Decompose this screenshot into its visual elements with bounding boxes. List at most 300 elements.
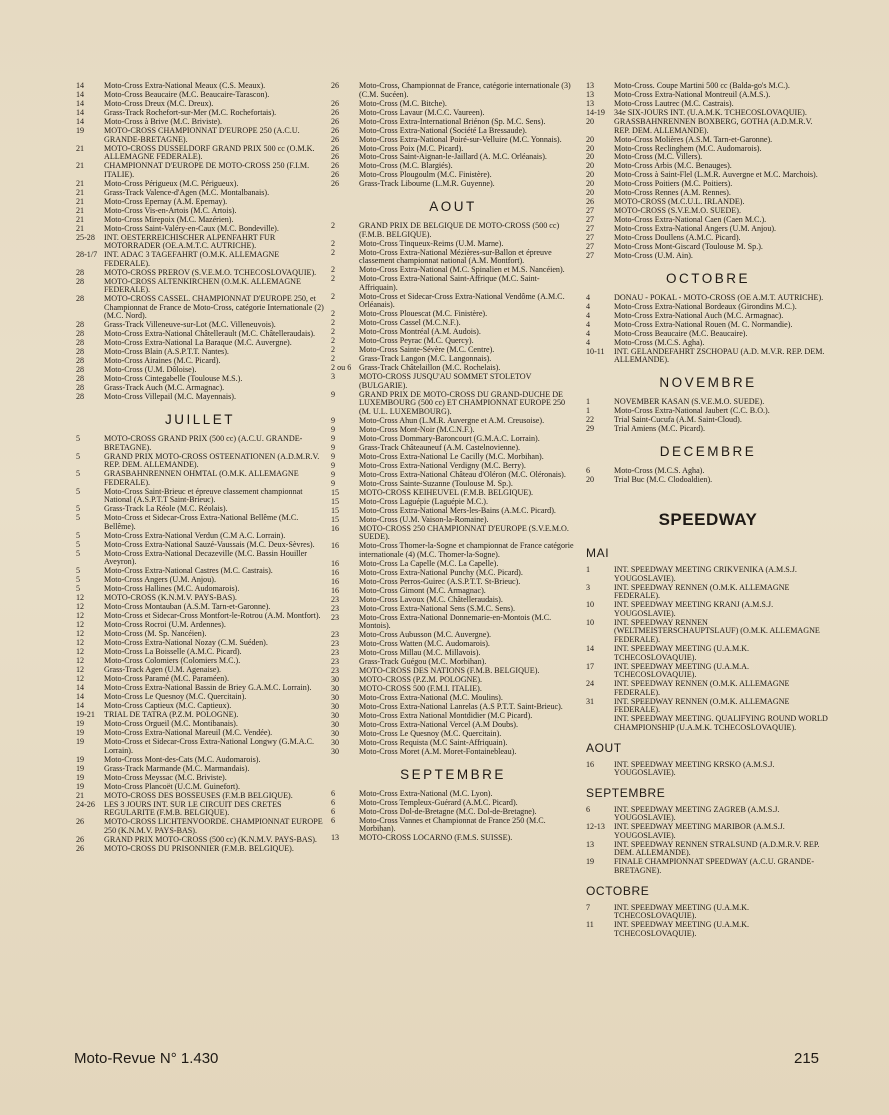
entry-date: 14 (76, 692, 85, 702)
entry-date: 5 (76, 584, 81, 594)
entry-date: 26 (331, 81, 340, 90)
entry-event: Moto-Cross Saint-Brieuc et épreuve classement championnat National (A.S.P.T.T Saint-Brieuc). (104, 486, 303, 505)
section-heading-octobre: OCTOBRE (665, 270, 750, 286)
entry-event: Moto-Cross, Championnat de France, catégorie internationale (3) (C.M. Sucéen). (359, 81, 571, 99)
entry-date: 26 (76, 817, 85, 827)
entry-date: 19 (76, 763, 85, 773)
entry-event: GRASBAHNRENNEN OHMTAL (O.M.K. ALLEMAGNE FEDERALE). (104, 469, 299, 487)
speedway-octobre-list (586, 904, 830, 939)
entry-date: 4 (586, 310, 591, 320)
entry-event: Moto-Cross Tinqueux-Reims (U.M. Marne). (359, 238, 504, 248)
calendar-entry (586, 761, 830, 778)
entry-date: 28 (76, 276, 85, 286)
entry-event: Moto-Cross Mont-Noir (M.C.N.F.). (359, 424, 475, 434)
entry-date: 9 (331, 442, 336, 452)
entry-event: Moto-Cross Cassel (M.C.N.F.). (359, 318, 461, 328)
entry-date: 23 (331, 657, 340, 667)
entry-date: 14 (76, 107, 85, 117)
calendar-entry (586, 584, 830, 601)
entry-date: 11 (586, 920, 594, 930)
calendar-entry (76, 774, 324, 783)
entry-event: Moto-Cross Extra-National Poiré-sur-Velluire (M.C. Yonnais). (359, 134, 562, 144)
entry-date: 28 (76, 267, 85, 277)
entry-event: Moto-Cross Extra-National Montreuil (A.M.S.). (614, 89, 771, 99)
calendar-entry (586, 425, 830, 434)
entry-date: 26 (76, 843, 85, 853)
entry-event: GRAND PRIX DE MOTO-CROSS DU GRAND-DUCHE DE LUXEMBOURG (500 cc) ET CHAMPIONNAT EUROPE 250 (M. U.L. LUXEMBOURG). (359, 389, 566, 416)
column-3 (586, 82, 830, 939)
entry-event: Moto-Cross Extra-National Le Cacilly (M.C. Morbihan). (359, 451, 544, 461)
entry-date: 26 (331, 125, 340, 135)
entry-date: 2 (331, 318, 336, 328)
speedway-subheading-octobre: OCTOBRE (586, 883, 650, 898)
entry-event: Moto-Cross Paramé (M.C. Paraméen). (104, 674, 229, 684)
calendar-entry (76, 295, 324, 321)
entry-date: 30 (331, 693, 340, 703)
entry-event: INT. SPEEDWAY MEETING MARIBOR (A.M.S.J. YOUGOSLAVIE). (614, 822, 785, 840)
entry-date: 2 (331, 238, 336, 248)
entry-date: 19 (76, 728, 85, 738)
calendar-entry (331, 82, 575, 99)
entry-event: Moto-Cross Dol-de-Bretagne (M.C. Dol-de-Bretagne). (359, 806, 537, 816)
entry-date: 13 (331, 833, 340, 843)
entry-date: 29 (586, 423, 595, 433)
col1-main-list (76, 82, 324, 402)
calendar-entry (331, 136, 575, 145)
entry-event: MOTO-CROSS (S.V.E.M.O. SUEDE). (614, 206, 741, 216)
entry-event: Moto-Cross Dommary-Baroncourt (G.M.A.C. Lorrain). (359, 433, 540, 443)
entry-event: Moto-Cross Poix (M.C. Picard). (359, 143, 464, 153)
entry-date: 20 (586, 152, 595, 162)
entry-event: Moto-Cross Molières (A.S.M. Tarn-et-Garonne). (614, 134, 773, 144)
calendar-entry (76, 792, 324, 801)
entry-event: Moto-Cross (U.M. Ain). (614, 251, 693, 261)
entry-date: 2 (331, 221, 336, 231)
entry-event: Moto-Cross Lautrec (M.C. Castrais). (614, 98, 734, 108)
calendar-entry (331, 127, 575, 136)
entry-date: 12 (76, 638, 85, 648)
calendar-entry (331, 391, 575, 417)
entry-date: 2 ou 6 (331, 363, 352, 373)
entry-event: INT. SPEEDWAY MEETING (U.A.M.A. TCHECOSLOVAQUIE). (614, 661, 750, 680)
entry-event: Moto-Cross Extra-National (Société La Bressaude). (359, 125, 527, 135)
calendar-entry (76, 836, 324, 845)
entry-date: 26 (331, 170, 340, 180)
entry-event: Moto-Cross Extra-National (M.C. Spinalien et M.S. Nancéien). (359, 265, 565, 275)
entry-date: 21 (76, 196, 85, 206)
entry-date: 21 (76, 790, 85, 800)
entry-event: Grass-Track Villeneuve-sur-Lot (M.C. Villeneuvois). (104, 320, 276, 330)
entry-date: 20 (586, 143, 595, 153)
calendar-entry (586, 645, 830, 662)
entry-event: Moto-Cross Extra-National Nozay (C.M. Suéden). (104, 638, 268, 648)
section-heading-decembre: DECEMBRE (659, 443, 757, 459)
entry-event: Moto-Cross Laguépie (Laguépie M.C.). (359, 496, 489, 506)
entry-event: Moto-Cross Extra-National Donnemarie-en-Montois (M.C. Montois). (359, 612, 552, 631)
entry-date: 23 (331, 612, 340, 622)
calendar-entry (586, 921, 830, 938)
entry-event: Moto-Cross (M.C. Villers). (614, 152, 703, 162)
calendar-entry (76, 783, 324, 792)
entry-event: Moto-Cross Watten (M.C. Audomarois). (359, 639, 490, 649)
section-heading-novembre: NOVEMBRE (659, 375, 757, 390)
calendar-entry (586, 118, 830, 135)
entry-date: 12 (76, 674, 85, 684)
entry-date: 30 (331, 702, 340, 712)
entry-event: Moto-Cross Angers (U.M. Anjou). (104, 575, 216, 585)
calendar-entry (76, 756, 324, 765)
entry-date: 6 (331, 797, 336, 807)
entry-event: Moto-Cross Rennes (A.M. Rennes). (614, 188, 731, 198)
entry-event: GRAND PRIX MOTO-CROSS OSTEENATIONEN (A.D.M.R.V. REP. DEM. ALLEMANDE). (104, 451, 320, 470)
entry-event: Moto-Cross et Sidecar-Cross Montfort-le-Rotrou (A.M. Montfort). (104, 611, 321, 621)
entry-event: MOTO-CROSS ALTENKIRCHEN (O.M.K. ALLEMAGNE FEDERALE). (104, 276, 301, 295)
calendar-entry (586, 566, 830, 583)
speedway-aout-list (586, 761, 830, 778)
entry-date: 20 (586, 161, 595, 171)
entry-date: 5 (76, 575, 81, 585)
entry-event: MOTO-CROSS (K.N.M.V. PAYS-BAS). (104, 593, 237, 603)
entry-event: Moto-Cross Arbis (M.C. Benauges). (614, 161, 732, 171)
entry-event: Trial Amiens (M.C. Picard). (614, 423, 705, 433)
entry-date: 28 (76, 320, 85, 330)
entry-event: INT. GELANDEFAHRT ZSCHOPAU (A.D. M.V.R. REP. DEM. ALLEMANDE). (614, 346, 825, 365)
calendar-entry (331, 293, 575, 310)
entry-event: MOTO-CROSS KEIHEUVEL (F.M.B. BELGIQUE). (359, 487, 534, 497)
entry-event: MOTO-CROSS DUSSELDORF GRAND PRIX 500 cc (O.M.K. ALLEMAGNE FEDERALE). (104, 143, 315, 162)
calendar-entry (331, 109, 575, 118)
entry-date: 14 (76, 98, 85, 108)
entry-date: 28 (76, 294, 85, 304)
entry-event: Moto-Cross Extra-National Punchy (M.C. Picard). (359, 567, 523, 577)
entry-date: 9 (331, 469, 336, 479)
entry-date: 2 (331, 327, 336, 337)
entry-event: Moto-Cross Extra-National Saint-Affrique (M.C. Saint-Affriquain). (359, 274, 540, 292)
entry-date: 6 (331, 806, 336, 816)
entry-event: Moto-Cross Saint-Aignan-le-Jaillard (A. M.C. Orléanais). (359, 152, 547, 162)
entry-event: Moto-Cross Plancoët (U.C.M. Guinefort). (104, 781, 241, 791)
entry-event: Grass-Track La Réole (M.C. Réolais). (104, 504, 228, 514)
entry-event: Moto-Cross Epernay (A.M. Epernay). (104, 196, 228, 206)
calendar-entry (586, 348, 830, 365)
entry-event: Moto-Cross Le Quesnoy (M.C. Quercitain). (104, 692, 247, 702)
calendar-entry (76, 738, 324, 755)
column-1 (76, 82, 324, 854)
entry-event: Moto-Cross Extra-National Sens (S.M.C. Sens). (359, 603, 516, 613)
calendar-entry (76, 765, 324, 774)
entry-event: Moto-Cross Peyrac (M.C. Quercy). (359, 336, 474, 346)
calendar-entry (586, 476, 830, 485)
calendar-entry (76, 488, 324, 505)
entry-event: Moto-Cross (M.C.S. Agha). (614, 465, 705, 475)
entry-date: 19 (76, 781, 85, 791)
entry-event: Moto-Cross Extra-National Meaux (C.S. Meaux). (104, 81, 266, 90)
calendar-entry (76, 189, 324, 198)
entry-event: INT. SPEEDWAY MEETING (U.A.M.K. TCHECOSLOVAQUIE). (614, 902, 750, 921)
calendar-entry (331, 222, 575, 239)
entry-date: 15 (331, 514, 340, 524)
entry-date: 12 (76, 620, 85, 630)
entry-date: 12 (76, 602, 85, 612)
entry-date: 6 (586, 465, 591, 475)
calendar-entry (586, 619, 830, 645)
entry-date: 2 (331, 309, 336, 319)
entry-event: INT. OESTERREICHISCHER ALPENFAHRT FUR MOTORRADER (OE.A.M.T.C. AUTRICHE). (104, 232, 276, 251)
entry-date: 30 (331, 684, 340, 694)
entry-date: 10-11 (586, 346, 605, 356)
entry-event: Moto-Cross Doullens (A.M.C. Picard). (614, 233, 741, 243)
entry-event: Grass-Track Valence-d'Agen (M.C. Montalbanais). (104, 187, 270, 197)
entry-date: 12 (76, 656, 85, 666)
calendar-entry (331, 748, 575, 757)
entry-event: Grass-Track Langon (M.C. Langonnais). (359, 354, 492, 364)
entry-date: 9 (331, 424, 336, 434)
calendar-entry (76, 818, 324, 835)
entry-event: Moto-Cross Orgueil (M.C. Montibanais). (104, 719, 238, 729)
entry-date: 26 (331, 179, 340, 189)
entry-date: 26 (331, 152, 340, 162)
entry-date: 20 (586, 188, 595, 198)
footer-magazine-issue: Moto-Revue N° 1.430 (74, 1050, 219, 1067)
entry-date: 26 (331, 98, 340, 108)
entry-event: Moto-Cross Mirepoix (M.C. Mazérien). (104, 214, 234, 224)
entry-event: Moto-Cross et Sidecar-Cross Extra-National Vendôme (A.M.C. Orléanais). (359, 291, 565, 310)
calendar-entry (586, 806, 830, 823)
entry-date: 14 (76, 683, 85, 693)
entry-event: Moto-Cross Plouescat (M.C. Finistère). (359, 309, 488, 319)
entry-event: INT. SPEEDWAY RENNEN (O.M.K. ALLEMAGNE FEDERALE). (614, 582, 790, 601)
entry-event: Moto-Cross Montauban (A.S.M. Tarn-et-Garonne). (104, 602, 271, 612)
entry-date: 1 (586, 405, 591, 415)
entry-event: Moto-Cross Extra-National Auch (M.C. Armagnac). (614, 310, 784, 320)
entry-date: 28-1/7 (76, 250, 98, 260)
entry-event: Moto-Cross Le Quesnoy (M.C. Quercitain). (359, 729, 502, 739)
entry-event: Moto-Cross Extra-National (M.C. Moulins). (359, 693, 503, 703)
speedway-subheading-mai: MAI (586, 546, 610, 561)
entry-date: 21 (76, 214, 85, 224)
entry-event: Moto-Cross Extra-National Jaubert (C.C. B.O.). (614, 405, 770, 415)
entry-event: Moto-Cross Captieux (M.C. Captieux). (104, 701, 232, 711)
entry-event: INT. SPEEDWAY MEETING (U.A.M.K. TCHECOSLOVAQUIE). (614, 644, 750, 662)
footer-page-number: 215 (794, 1050, 820, 1067)
col3-septembre-list (586, 82, 830, 261)
calendar-entry (76, 180, 324, 189)
col2-septembre-list (331, 790, 575, 843)
entry-event: INT. SPEEDWAY RENNEN STRALSUND (A.D.M.R.V. REP. DEM. ALLEMANDE). (614, 839, 820, 858)
entry-event: Moto-Cross La Capelle (M.C. La Capelle). (359, 558, 499, 568)
calendar-entry (586, 823, 830, 840)
entry-date: 27 (586, 206, 595, 216)
entry-date: 24-26 (76, 799, 95, 809)
entry-date: 26 (331, 143, 340, 153)
speedway-septembre-list (586, 806, 830, 876)
entry-event: Moto-Cross Mont-Giscard (Toulouse M. Sp.). (614, 242, 763, 252)
entry-date: 12 (76, 611, 85, 621)
entry-event: GRASSBAHNRENNEN BOXBERG, GOTHA (A.D.M.R.V. REP. DEM. ALLEMANDE). (614, 116, 813, 135)
entry-event: Moto-Cross Vannes et Championnat de France 250 (M.C. Morbihan). (359, 815, 546, 834)
entry-event: MOTO-CROSS DES NATIONS (F.M.B. BELGIQUE). (359, 666, 540, 676)
entry-event: Moto-Cross Millau (M.C. Millavois). (359, 648, 481, 658)
entry-date: 20 (586, 134, 595, 144)
calendar-entry (331, 100, 575, 109)
entry-date: 27 (586, 242, 595, 252)
entry-event: Moto-Cross Rocroi (U.M. Ardennes). (104, 620, 226, 630)
entry-event: Moto-Cross Montréal (A.M. Audois). (359, 327, 481, 337)
calendar-entry (76, 435, 324, 452)
entry-event: Moto-Cross Colomiers (Colomiers M.C.). (104, 656, 241, 666)
entry-date: 26 (331, 116, 340, 126)
entry-event: Moto-Cross Lavoux (M.C. Châtelleraudais). (359, 594, 503, 604)
speedway-mai-list (586, 566, 830, 732)
entry-date: 2 (331, 336, 336, 346)
entry-date: 12 (76, 629, 85, 639)
speedway-heading: SPEEDWAY (658, 510, 758, 530)
entry-event: Moto-Cross Plougoulm (M.C. Finistère). (359, 170, 492, 180)
entry-date: 21 (76, 161, 85, 171)
entry-event: Moto-Cross Vis-en-Artois (M.C. Artois). (104, 205, 237, 215)
calendar-entry (76, 470, 324, 487)
speedway-subheading-aout: AOUT (586, 740, 622, 755)
calendar-entry (331, 614, 575, 631)
entry-event: Moto-Cross à Saint-Flel (L.M.R. Auvergne et M.C. Marchois). (614, 170, 818, 180)
entry-event: INT. SPEEDWAY MEETING CRIKVENIKA (A.M.S.J. YOUGOSLAVIE). (614, 565, 797, 583)
entry-event: Grass-Track Rochefort-sur-Mer (M.C. Rochefortais). (104, 107, 277, 117)
entry-event: Moto-Cross Extra-National Mézières-sur-Ballon et épreuve classement championnat national (A.M. Montfort). (359, 247, 552, 266)
entry-event: Moto-Cross Extra-National Château d'Oléron (M.C. Oléronais). (359, 469, 566, 479)
calendar-entry (586, 601, 830, 618)
entry-date: 4 (586, 328, 591, 338)
entry-event: Moto-Cross à Brive (M.C. Briviste). (104, 116, 223, 126)
entry-event: MOTO-CROSS CHAMPIONNAT D'EUROPE 250 (A.C.U. GRANDE-BRETAGNE). (104, 125, 300, 144)
entry-date: 28 (76, 365, 85, 375)
entry-event: MOTO-CROSS DU PRISONNIER (F.M.B. BELGIQUE). (104, 843, 294, 853)
entry-event: Moto-Cross Extra-National Lanrelas (A.S P.T.T. Saint-Brieuc). (359, 702, 563, 712)
entry-event: 34e SIX-JOURS INT. (U.A.M.K. TCHECOSLOVAQUIE). (614, 107, 807, 117)
calendar-entry (76, 801, 324, 818)
entry-date: 28 (76, 392, 85, 402)
entry-event: Moto-Cross Blain (A.S.P.T.T. Nantes). (104, 347, 229, 357)
entry-date: 26 (76, 834, 85, 844)
entry-date: 30 (331, 729, 340, 739)
entry-date: 9 (331, 460, 336, 470)
entry-date: 27 (586, 233, 595, 243)
speedway-subheading-septembre: SEPTEMBRE (586, 785, 666, 800)
entry-event: GRAND PRIX DE BELGIQUE DE MOTO-CROSS (500 cc) (F.M.B. BELGIQUE). (359, 221, 560, 239)
calendar-entry (586, 680, 830, 697)
entry-event: Moto-Cross Cintegabelle (Toulouse M.S.). (104, 374, 243, 384)
calendar-entry (331, 525, 575, 542)
entry-date: 16 (331, 523, 340, 533)
entry-date: 19 (76, 719, 85, 729)
calendar-entry (331, 240, 575, 249)
calendar-entry (76, 198, 324, 207)
entry-date: 1 (586, 397, 591, 406)
entry-date: 5 (76, 530, 81, 540)
entry-event: INT. SPEEDWAY MEETING KRSKO (A.M.S.J. YOUGOSLAVIE). (614, 759, 775, 778)
entry-date: 21 (76, 205, 85, 215)
entry-event: Moto-Cross Extra-National Bassin de Briey G.A.M.C. Lorrain). (104, 683, 312, 693)
calendar-entry (76, 162, 324, 179)
calendar-entry (76, 225, 324, 234)
entry-event: Moto-Cross Extra-National Verdun (C.M A.C. Lorrain). (104, 530, 286, 540)
entry-date: 2 (331, 265, 336, 275)
entry-date: 30 (331, 747, 340, 757)
entry-date: 15 (331, 487, 340, 497)
section-heading-septembre: SEPTEMBRE (400, 766, 506, 782)
entry-date: 9 (331, 415, 336, 425)
calendar-entry (76, 234, 324, 251)
entry-event: INT. SPEEDWAY RENNEN (O.M.K. ALLEMAGNE FEDERALE). (614, 679, 790, 697)
entry-event: INT. SPEEDWAY RENNEN (O.M.K. ALLEMAGNE FEDERALE). (614, 696, 790, 715)
entry-event: INT. SPEEDWAY MEETING (U.A.M.K. TCHECOSLOVAQUIE). (614, 920, 750, 938)
calendar-entry (586, 841, 830, 858)
entry-date: 26 (586, 197, 595, 207)
entry-date: 19 (76, 754, 85, 764)
entry-event: CHAMPIONNAT D'EUROPE DE MOTO-CROSS 250 (F.I.M. ITALIE). (104, 161, 310, 179)
calendar-entry (586, 715, 830, 732)
entry-date: 16 (331, 576, 340, 586)
entry-date: 7 (586, 902, 591, 912)
entry-date: 23 (331, 594, 340, 604)
entry-date: 23 (331, 630, 340, 640)
entry-event: INT. ADAC 3 TAGEFAHRT (O.M.K. ALLEMAGNE FEDERALE). (104, 250, 280, 268)
entry-event: MOTO-CROSS (M.C.U.L. IRLANDE). (614, 197, 745, 207)
entry-event: Moto-Cross Thomer-la-Sogne et championnat de France catégorie internationale (4) (M.C. Thomer-la-Sogne). (359, 541, 574, 559)
entry-date: 2 (331, 247, 336, 257)
entry-event: NOVEMBER KASAN (S.V.E.M.O. SUEDE). (614, 397, 765, 406)
entry-event: Moto-Cross Villepail (M.C. Mayennais). (104, 392, 237, 402)
entry-date: 5 (76, 539, 81, 549)
entry-date: 2 (331, 345, 336, 355)
entry-event: Moto-Cross Meyssac (M.C. Briviste). (104, 772, 227, 782)
entry-date: 15 (331, 505, 340, 515)
entry-event: Moto-Cross La Boisselle (A.M.C. Picard). (104, 647, 242, 657)
calendar-entry (586, 663, 830, 680)
section-heading-juillet: JUILLET (164, 411, 236, 427)
entry-date: 21 (76, 187, 85, 197)
entry-event: Moto-Cross (M. Sp. Nancéien). (104, 629, 207, 639)
entry-event: Moto-Cross et Sidecar-Cross Extra-National Bellême (M.C. Bellême). (104, 513, 299, 531)
entry-event: MOTO-CROSS LOCARNO (F.M.S. SUISSE). (359, 833, 513, 843)
entry-date: 20 (586, 116, 595, 126)
entry-date: 27 (586, 224, 595, 234)
calendar-entry (76, 550, 324, 567)
section-heading-aout: AOUT (429, 199, 477, 215)
entry-date: 24 (586, 679, 595, 689)
entry-date: 13 (586, 89, 595, 99)
entry-date: 12-13 (586, 822, 605, 832)
entry-event: MOTO-CROSS 500 (F.M.I. ITALIE). (359, 684, 482, 694)
entry-date: 30 (331, 711, 340, 721)
entry-date: 28 (76, 356, 85, 366)
calendar-entry (76, 845, 324, 854)
calendar-entry (586, 252, 830, 261)
entry-event: MOTO-CROSS CASSEL. CHAMPIONNAT D'EUROPE 250, et Championnat de France de Moto-Cross, catégorie Internationale (2) (M.C. Nord). (104, 294, 324, 321)
entry-date: 16 (586, 759, 595, 769)
calendar-entry (331, 249, 575, 266)
entry-event: Moto-Cross Extra-National La Baraque (M.C. Auvergne). (104, 338, 292, 348)
column-2 (331, 82, 575, 843)
entry-date: 28 (76, 383, 85, 393)
calendar-entry (76, 145, 324, 162)
entry-date: 23 (331, 603, 340, 613)
entry-date: 19 (76, 737, 85, 747)
entry-date: 14 (76, 701, 85, 711)
entry-event: Moto-Cross Périgueux (M.C. Périgueux). (104, 178, 239, 188)
entry-event: Moto-Cross Extra-National Angers (U.M. Anjou). (614, 224, 777, 234)
entry-date: 14-19 (586, 107, 605, 117)
entry-date: 5 (76, 566, 81, 576)
